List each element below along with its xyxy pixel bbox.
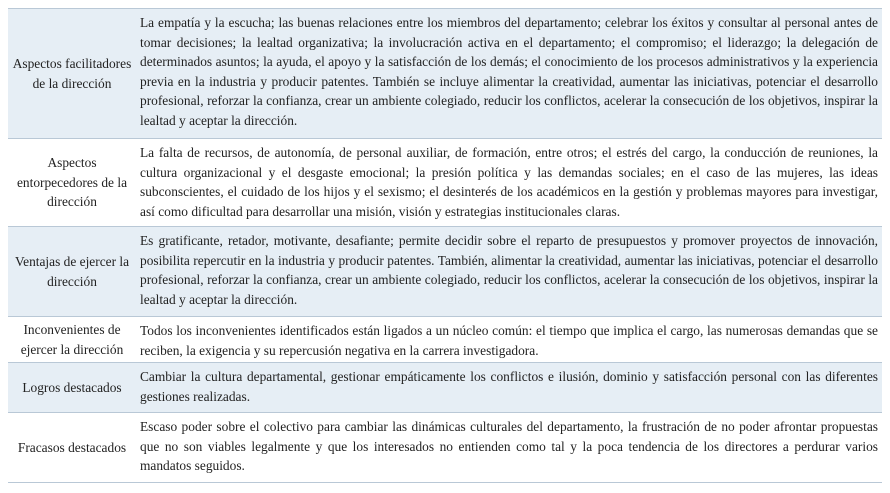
table-row-entorpecedores xyxy=(8,139,882,227)
row-content: Todos los inconvenientes identificados están ligados a un núcleo común: el tiempo que implica el cargo, las numerosas demandas que se reciben, la exigencia y su repercusión negativa en la carrera investigadora. xyxy=(140,323,878,358)
row-content: La falta de recursos, de autonomía, de personal auxiliar, de formación, entre otros; el estrés del cargo, la conducción de reuniones, la cultura organizacional y el desgaste emocional; la presión política y las demandas sociales; en el caso de las mujeres, las ideas subconscientes, el cuidado de los hijos y el sexismo; el desinterés de los académicos en la gestión y problemas mayores para investigar, así como dificultad para desarrollar una misión, visión y estrategias institucionales claras. xyxy=(140,145,878,219)
row-content: Cambiar la cultura departamental, gestionar empáticamente los conflictos e ilusión, dominio y satisfacción personal con las diferentes gestiones realizadas. xyxy=(140,369,878,404)
row-content: Escaso poder sobre el colectivo para cambiar las dinámicas culturales del departamento, la frustración de no poder afrontar propuestas que no son viables legalmente y que los interesados no entienden como tal y la poca tendencia de los directores a perdurar varios mandatos seguidos. xyxy=(140,419,878,473)
table-row-fracasos xyxy=(8,413,882,483)
table-row-inconvenientes xyxy=(8,317,882,363)
row-label: Inconvenientes de ejercer la dirección xyxy=(20,322,124,357)
table-row-facilitadores xyxy=(8,9,882,139)
row-content: La empatía y la escucha; las buenas relaciones entre los miembros del departamento; celebrar los éxitos y consultar al personal antes de tomar decisiones; la lealtad organizativa; la involucración activa en el departamento; el compromiso; el liderazgo; la delegación de determinados asuntos; la ayuda, el apoyo y la satisfacción de los demás; el conocimiento de los procesos administrativos y la experiencia previa en la industria y producir patentes. También se incluye alimentar la creatividad, aumentar las iniciativas, potenciar el desarrollo profesional, reforzar la confianza, crear un ambiente colegiado, reducir los conflictos, acelerar la consecución de los objetivos, inspirar la lealtad y aceptar la dirección. xyxy=(140,15,878,128)
row-label: Aspectos entorpecedores de la dirección xyxy=(16,155,128,210)
row-content: Es gratificante, retador, motivante, desafiante; permite decidir sobre el reparto de presupuestos y promover proyectos de innovación, posibilita repercutir en la industria y producir patentes. También, alimentar la creatividad, aumentar las iniciativas, potenciar el desarrollo profesional, reforzar la confianza, crear un ambiente colegiado, reducir los conflictos, acelerar la consecución de los objetivos, inspirar la lealtad y aceptar la dirección. xyxy=(140,233,878,307)
row-label: Aspectos facilitadores de la dirección xyxy=(12,56,132,91)
table-row-ventajas xyxy=(8,227,882,317)
summary-table xyxy=(8,8,882,483)
row-label: Logros destacados xyxy=(22,379,122,395)
table-row-logros xyxy=(8,363,882,413)
row-label: Ventajas de ejercer la dirección xyxy=(14,254,130,289)
row-label: Fracasos destacados xyxy=(17,439,127,455)
